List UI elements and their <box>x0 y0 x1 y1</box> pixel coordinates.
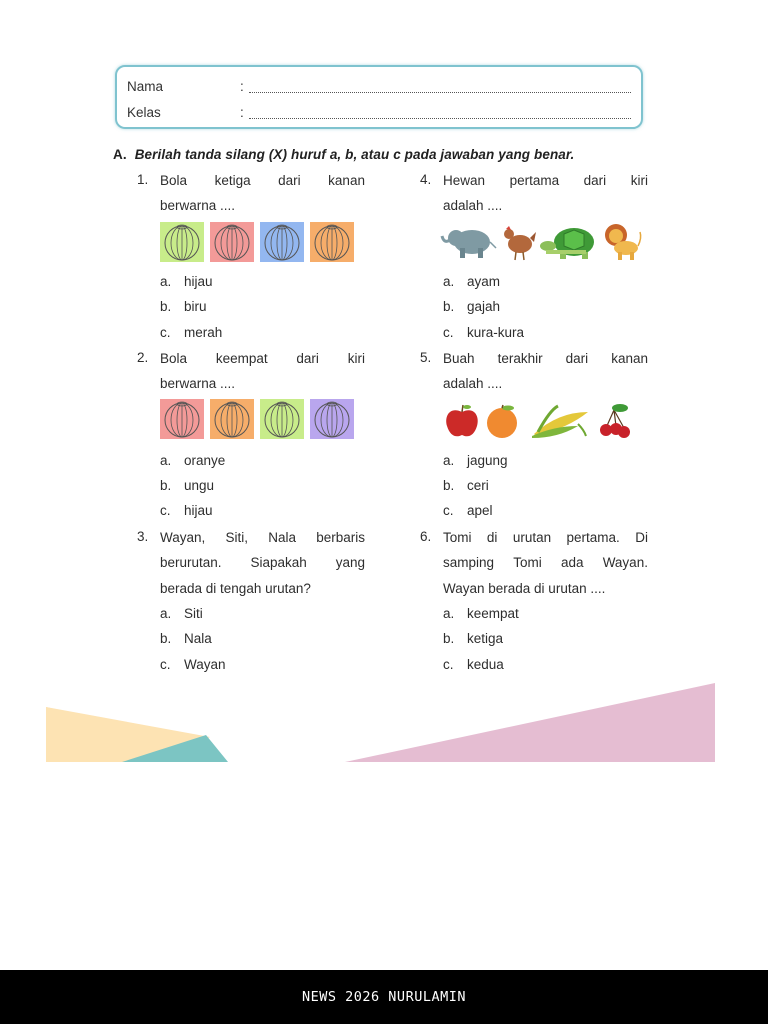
option-b[interactable]: b. Nala <box>160 631 212 646</box>
instruction-text: Berilah tanda silang (X) huruf a, b, atau c pada jawaban yang benar. <box>134 147 575 162</box>
footer-text: NEWS 2026 NURULAMIN <box>302 989 466 1005</box>
question-text-line-1: Hewan pertama dari kiri <box>443 173 648 188</box>
question-number: 6. <box>420 529 432 544</box>
option-b[interactable]: b. biru <box>160 299 207 314</box>
name-colon: : <box>240 79 244 94</box>
question-text-line-1: Wayan, Siti, Nala berbaris <box>160 530 365 545</box>
class-label: Kelas <box>127 105 161 120</box>
option-c[interactable]: c. kedua <box>443 657 504 672</box>
question-text-line-1: Tomi di urutan pertama. Di <box>443 530 648 545</box>
option-c[interactable]: c. hijau <box>160 503 213 518</box>
question-text-line-2: berwarna .... <box>160 376 236 391</box>
option-a[interactable]: a. keempat <box>443 606 519 621</box>
question-number: 4. <box>420 172 432 187</box>
section-number: A. <box>113 147 127 162</box>
question-text-line-3: berada di tengah urutan? <box>160 581 311 596</box>
pink-triangle-shape <box>345 683 715 762</box>
question-number: 2. <box>137 350 149 365</box>
option-a[interactable]: a. hijau <box>160 274 213 289</box>
option-c[interactable]: c. apel <box>443 503 493 518</box>
question-text-line-2: samping Tomi ada Wayan. <box>443 555 648 570</box>
option-a[interactable]: a. oranye <box>160 453 226 468</box>
option-b[interactable]: b. ceri <box>443 478 489 493</box>
option-b[interactable]: b. ketiga <box>443 631 504 646</box>
option-b[interactable]: b. gajah <box>443 299 501 314</box>
question-text-line-1: Buah terakhir dari kanan <box>443 351 648 366</box>
question-number: 5. <box>420 350 432 365</box>
question-text-line-2: berwarna .... <box>160 198 236 213</box>
option-b[interactable]: b. ungu <box>160 478 215 493</box>
question-text-line-2: adalah .... <box>443 198 503 213</box>
option-c[interactable]: c. merah <box>160 325 223 340</box>
question-text-line-1: Bola keempat dari kiri <box>160 351 365 366</box>
option-c[interactable]: c. kura-kura <box>443 325 525 340</box>
question-text-line-2: berurutan. Siapakah yang <box>160 555 365 570</box>
name-label: Nama <box>127 79 164 94</box>
question-number: 3. <box>137 529 149 544</box>
question-text-line-2: adalah .... <box>443 376 503 391</box>
question-text-line-3: Wayan berada di urutan .... <box>443 581 606 596</box>
option-a[interactable]: a. ayam <box>443 274 501 289</box>
option-a[interactable]: a. Siti <box>160 606 203 621</box>
footer-bar <box>0 970 768 1024</box>
question-number: 1. <box>137 172 149 187</box>
question-text-line-1: Bola ketiga dari kanan <box>160 173 365 188</box>
option-a[interactable]: a. jagung <box>443 453 508 468</box>
class-colon: : <box>240 105 244 120</box>
option-c[interactable]: c. Wayan <box>160 657 226 672</box>
